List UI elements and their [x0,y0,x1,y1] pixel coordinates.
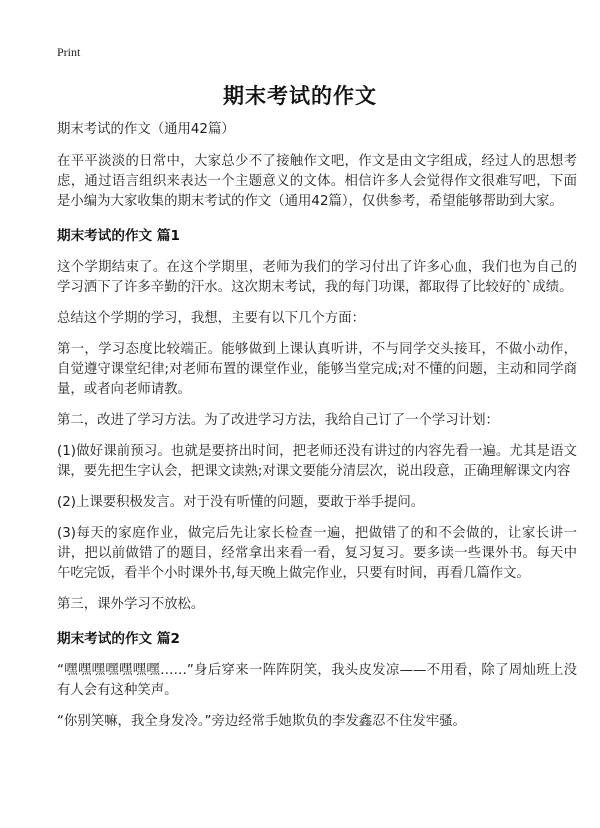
section-paragraph: 总结这个学期的学习，我想，主要有以下几个方面： [57,311,365,326]
section-paragraph: (2)上课要积极发言。对于没有听懂的问题，要敢于举手提问。 [57,495,425,510]
section-2 [57,629,577,732]
document-subtitle: 期末考试的作文（通用42篇） [57,122,235,137]
print-link[interactable]: Print [57,45,81,59]
section-paragraph: 第一，学习态度比较端正。能够做到上课认真听讲，不与同学交头接耳，不做小动作，自觉遵守课堂纪律;对老师布置的课堂作业，能够当堂完成;对不懂的问题，主动和同学商量，或者向老师请教。 [57,342,577,397]
section-paragraph: 第二，改进了学习方法。为了改进学习方法，我给自己订了一个学习计划： [57,413,499,428]
section-paragraph: 这个学期结束了。在这个学期里，老师为我们的学习付出了许多心血，我们也为自己的学习洒下了许多辛勤的汗水。这次期末考试，我的每门功课，都取得了比较好的`成绩。 [57,260,577,295]
section-paragraph: (3)每天的家庭作业，做完后先让家长检查一遍，把做错了的和不会做的，让家长讲一讲，把以前做错了的题目，经常拿出来看一看，复习复习。要多读一些课外书。每天中午吃完饭，看半个小时课外书,每天晚上做完作业，只要有时间，再看几篇作文。 [57,526,577,581]
section-paragraph: (1)做好课前预习。也就是要挤出时间，把老师还没有讲过的内容先看一遍。尤其是语文课，要先把生字认会，把课文读熟;对课文要能分清层次，说出段意，正确理解课文内容 [57,444,577,479]
intro-paragraph: 在平平淡淡的日常中，大家总少不了接触作文吧，作文是由文字组成，经过人的思想考虑，通过语言组织来表达一个主题意义的文体。相信许多人会觉得作文很难写吧，下面是小编为大家收集的期末考试的作文（通用42篇），仅供参考，希望能够帮助到大家。 [57,154,577,209]
section-paragraph: 第三，课外学习不放松。 [57,597,205,612]
section-paragraph: “你别笑嘛，我全身发冷。”旁边经常手她欺负的李发鑫忍不住发牢骚。 [57,714,466,729]
section-1 [57,226,577,615]
document-body [57,120,577,743]
document-title: 期末考试的作文 [223,84,377,108]
section-heading: 期末考试的作文 篇1 [57,228,180,244]
section-heading: 期末考试的作文 篇2 [57,631,180,647]
section-paragraph: “嘿嘿嘿嘿嘿嘿嘿……”身后穿来一阵阵阴笑，我头皮发凉——不用看，除了周灿班上没有人会有这种笑声。 [57,663,577,698]
